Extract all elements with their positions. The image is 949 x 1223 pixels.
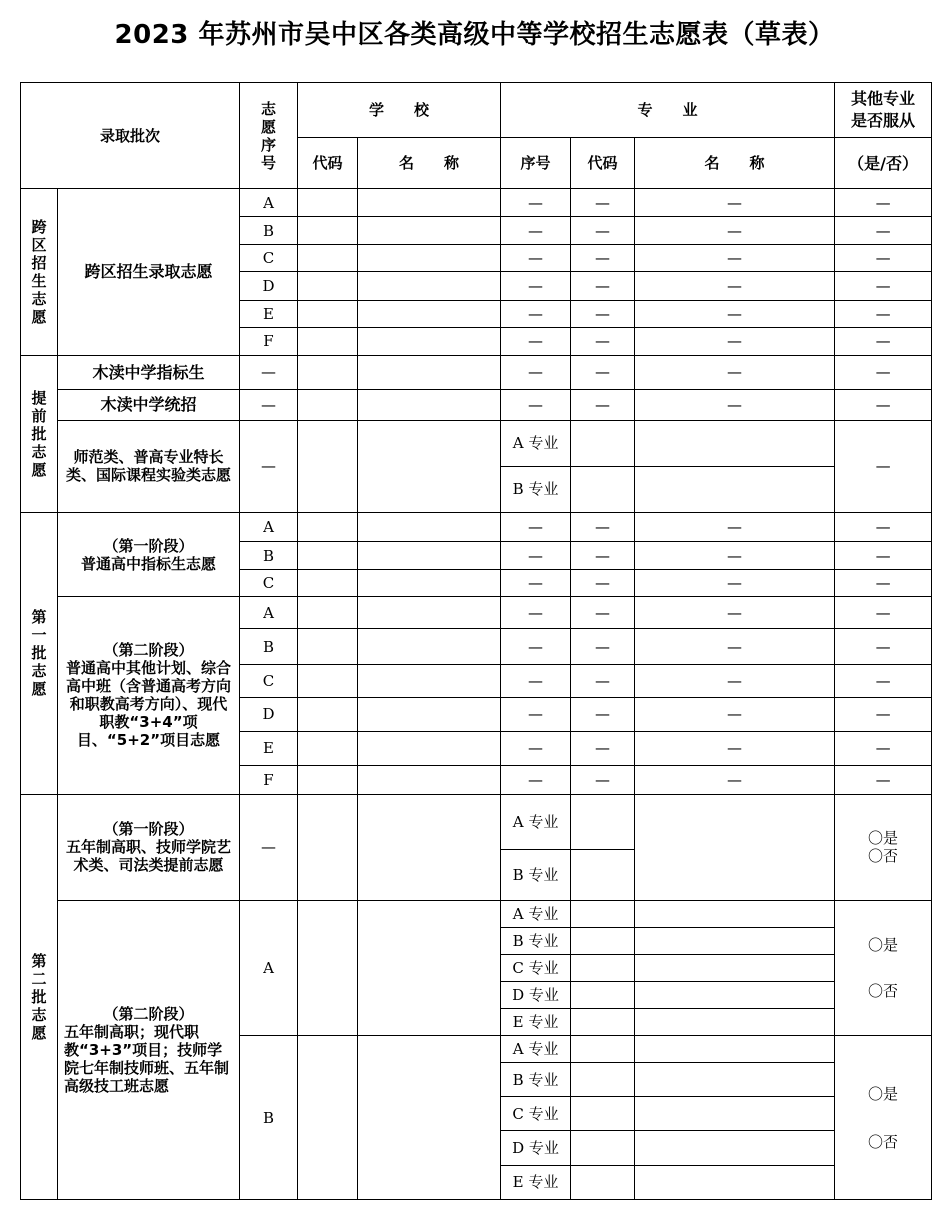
major-name-cell[interactable]: [635, 1063, 835, 1097]
dash-cell: —: [501, 389, 571, 420]
school-code-cell[interactable]: [298, 542, 358, 570]
school-code-cell[interactable]: [298, 420, 358, 512]
order-cell: B: [240, 542, 298, 570]
dash-cell: —: [835, 765, 932, 794]
dash-cell: —: [635, 189, 835, 217]
dash-cell: —: [501, 570, 571, 597]
dash-cell: —: [635, 731, 835, 765]
major-name-cell[interactable]: [635, 1097, 835, 1131]
major-seq-cell: A 专业: [501, 420, 571, 466]
school-name-cell[interactable]: [358, 731, 501, 765]
school-name-cell[interactable]: [358, 327, 501, 355]
dash-cell: —: [571, 272, 635, 300]
school-code-cell[interactable]: [298, 327, 358, 355]
dash-cell: —: [501, 629, 571, 665]
school-code-cell[interactable]: [298, 272, 358, 300]
school-code-cell[interactable]: [298, 629, 358, 665]
dash-cell: —: [635, 665, 835, 698]
school-code-cell[interactable]: [298, 245, 358, 272]
dash-cell: —: [835, 597, 932, 629]
major-code-cell[interactable]: [571, 928, 635, 955]
order-cell: A: [240, 189, 298, 217]
dash-cell: —: [240, 420, 298, 512]
dash-cell: —: [835, 189, 932, 217]
order-cell: B: [240, 1036, 298, 1200]
major-code-cell[interactable]: [571, 982, 635, 1009]
dash-cell: —: [635, 355, 835, 389]
major-seq-cell: B 专业: [501, 849, 571, 900]
dash-cell: —: [635, 389, 835, 420]
major-seq-cell: E 专业: [501, 1009, 571, 1036]
order-cell: C: [240, 570, 298, 597]
dash-cell: —: [501, 513, 571, 542]
dash-cell: —: [571, 355, 635, 389]
order-cell: A: [240, 513, 298, 542]
school-name-cell[interactable]: [358, 513, 501, 542]
dash-cell: —: [571, 513, 635, 542]
dash-cell: —: [571, 217, 635, 245]
dash-cell: —: [571, 765, 635, 794]
major-code-cell[interactable]: [571, 1131, 635, 1165]
dash-cell: —: [501, 189, 571, 217]
second-stage1-desc: （第一阶段） 五年制高职、技师学院艺术类、司法类提前志愿: [58, 794, 240, 900]
school-name-cell[interactable]: [358, 698, 501, 731]
major-code-cell[interactable]: [571, 1063, 635, 1097]
school-code-cell[interactable]: [298, 355, 358, 389]
dash-cell: —: [835, 629, 932, 665]
school-code-cell[interactable]: [298, 1036, 358, 1200]
early-item-3: 师范类、普高专业特长类、国际课程实验类志愿: [58, 420, 240, 512]
cross-desc: 跨区招生录取志愿: [58, 189, 240, 355]
dash-cell: —: [635, 245, 835, 272]
major-code-cell[interactable]: [571, 1165, 635, 1199]
yes-radio[interactable]: 〇是: [868, 936, 899, 955]
major-code-cell[interactable]: [571, 955, 635, 982]
no-radio[interactable]: 〇否: [868, 1132, 899, 1151]
major-seq-cell: A 专业: [501, 1036, 571, 1063]
order-cell: A: [240, 900, 298, 1035]
major-code-cell[interactable]: [571, 1036, 635, 1063]
section-second-label: 第 二 批 志 愿: [21, 794, 58, 1199]
order-cell: B: [240, 217, 298, 245]
school-code-cell[interactable]: [298, 665, 358, 698]
major-code-cell[interactable]: [571, 1097, 635, 1131]
school-name-cell[interactable]: [358, 542, 501, 570]
dash-cell: —: [501, 542, 571, 570]
dash-cell: —: [571, 189, 635, 217]
order-cell: E: [240, 731, 298, 765]
dash-cell: —: [835, 300, 932, 327]
dash-cell: —: [571, 665, 635, 698]
dash-cell: —: [635, 629, 835, 665]
major-name-cell[interactable]: [635, 420, 835, 466]
dash-cell: —: [635, 272, 835, 300]
dash-cell: —: [571, 327, 635, 355]
section-first-label: 第 一 批 志 愿: [21, 513, 58, 795]
dash-cell: —: [501, 300, 571, 327]
order-cell: B: [240, 629, 298, 665]
major-name-cell[interactable]: [635, 1036, 835, 1063]
header-major-name: 名 称: [635, 138, 835, 189]
header-major: 专 业: [501, 83, 835, 138]
school-name-cell[interactable]: [358, 794, 501, 900]
first-stage1-desc: （第一阶段） 普通高中指标生志愿: [58, 513, 240, 597]
dash-cell: —: [501, 597, 571, 629]
yes-radio[interactable]: 〇是: [868, 829, 899, 848]
school-name-cell[interactable]: [358, 900, 501, 1035]
school-name-cell[interactable]: [358, 420, 501, 512]
order-cell: C: [240, 665, 298, 698]
school-code-cell[interactable]: [298, 389, 358, 420]
school-code-cell[interactable]: [298, 765, 358, 794]
no-radio[interactable]: 〇否: [868, 982, 899, 1001]
dash-cell: —: [571, 542, 635, 570]
school-name-cell[interactable]: [358, 217, 501, 245]
application-form-table: [20, 82, 932, 1200]
header-school-name: 名 称: [358, 138, 501, 189]
major-code-cell[interactable]: [571, 1009, 635, 1036]
major-name-cell[interactable]: [635, 466, 835, 512]
order-cell: E: [240, 300, 298, 327]
section-early-label: 提 前 批 志 愿: [21, 355, 58, 512]
header-order: 志 愿 序 号: [240, 83, 298, 189]
dash-cell: —: [835, 420, 932, 512]
major-seq-cell: D 专业: [501, 982, 571, 1009]
no-radio[interactable]: 〇否: [868, 847, 899, 866]
school-code-cell[interactable]: [298, 731, 358, 765]
dash-cell: —: [571, 245, 635, 272]
dash-cell: —: [571, 570, 635, 597]
section-cross-label: 跨 区 招 生 志 愿: [21, 189, 58, 355]
dash-cell: —: [240, 355, 298, 389]
school-code-cell[interactable]: [298, 794, 358, 900]
dash-cell: —: [635, 698, 835, 731]
major-name-cell[interactable]: [635, 928, 835, 955]
dash-cell: —: [571, 698, 635, 731]
major-name-cell[interactable]: [635, 1009, 835, 1036]
major-seq-cell: C 专业: [501, 1097, 571, 1131]
major-seq-cell: B 专业: [501, 928, 571, 955]
order-cell: F: [240, 327, 298, 355]
dash-cell: —: [635, 217, 835, 245]
school-code-cell[interactable]: [298, 189, 358, 217]
yes-radio[interactable]: 〇是: [868, 1084, 899, 1103]
dash-cell: —: [835, 570, 932, 597]
school-name-cell[interactable]: [358, 1036, 501, 1200]
major-seq-cell: D 专业: [501, 1131, 571, 1165]
major-name-cell[interactable]: [635, 982, 835, 1009]
header-major-code: 代码: [571, 138, 635, 189]
dash-cell: —: [571, 300, 635, 327]
dash-cell: —: [635, 327, 835, 355]
major-name-cell[interactable]: [635, 955, 835, 982]
major-seq-cell: B 专业: [501, 466, 571, 512]
order-cell: D: [240, 698, 298, 731]
school-code-cell[interactable]: [298, 698, 358, 731]
dash-cell: —: [571, 629, 635, 665]
dash-cell: —: [501, 245, 571, 272]
major-code-cell[interactable]: [571, 420, 635, 466]
early-item-2: 木渎中学统招: [58, 389, 240, 420]
school-name-cell[interactable]: [358, 272, 501, 300]
order-cell: D: [240, 272, 298, 300]
dash-cell: —: [635, 542, 835, 570]
school-code-cell[interactable]: [298, 217, 358, 245]
school-code-cell[interactable]: [298, 570, 358, 597]
school-name-cell[interactable]: [358, 597, 501, 629]
major-code-cell[interactable]: [571, 900, 635, 927]
dash-cell: —: [240, 794, 298, 900]
header-major-seq: 序号: [501, 138, 571, 189]
dash-cell: —: [835, 665, 932, 698]
obey-choice[interactable]: [835, 900, 932, 1035]
header-batch: 录取批次: [21, 83, 240, 189]
school-name-cell[interactable]: [358, 389, 501, 420]
dash-cell: —: [571, 597, 635, 629]
major-name-cell[interactable]: [635, 1131, 835, 1165]
order-cell: F: [240, 765, 298, 794]
obey-choice[interactable]: [835, 1036, 932, 1200]
first-stage2-desc: （第二阶段） 普通高中其他计划、综合高中班（含普通高考方向和职教高考方向）、现代职教“3+4”项目、“5+2”项目志愿: [58, 597, 240, 794]
header-other: 其他专业 是否服从: [835, 83, 932, 138]
dash-cell: —: [635, 765, 835, 794]
dash-cell: —: [501, 272, 571, 300]
major-seq-cell: C 专业: [501, 955, 571, 982]
dash-cell: —: [501, 217, 571, 245]
dash-cell: —: [835, 731, 932, 765]
dash-cell: —: [635, 300, 835, 327]
major-code-cell[interactable]: [571, 794, 635, 849]
dash-cell: —: [635, 570, 835, 597]
school-name-cell[interactable]: [358, 189, 501, 217]
major-code-cell[interactable]: [571, 466, 635, 512]
dash-cell: —: [501, 665, 571, 698]
school-name-cell[interactable]: [358, 300, 501, 327]
page-title: 2023 年苏州市吴中区各类高级中等学校招生志愿表（草表）: [114, 20, 835, 50]
dash-cell: —: [635, 597, 835, 629]
school-name-cell[interactable]: [358, 245, 501, 272]
major-seq-cell: A 专业: [501, 794, 571, 849]
school-code-cell[interactable]: [298, 900, 358, 1035]
dash-cell: —: [571, 389, 635, 420]
dash-cell: —: [501, 731, 571, 765]
order-cell: C: [240, 245, 298, 272]
dash-cell: —: [835, 513, 932, 542]
school-code-cell[interactable]: [298, 597, 358, 629]
dash-cell: —: [501, 327, 571, 355]
obey-choice[interactable]: [835, 794, 932, 900]
school-name-cell[interactable]: [358, 665, 501, 698]
dash-cell: —: [835, 272, 932, 300]
early-item-1: 木渎中学指标生: [58, 355, 240, 389]
dash-cell: —: [835, 355, 932, 389]
dash-cell: —: [240, 389, 298, 420]
dash-cell: —: [835, 389, 932, 420]
header-school-code: 代码: [298, 138, 358, 189]
dash-cell: —: [835, 217, 932, 245]
dash-cell: —: [635, 513, 835, 542]
dash-cell: —: [835, 245, 932, 272]
dash-cell: —: [835, 327, 932, 355]
header-school: 学 校: [298, 83, 501, 138]
dash-cell: —: [835, 542, 932, 570]
dash-cell: —: [501, 698, 571, 731]
major-name-cell[interactable]: [635, 794, 835, 900]
dash-cell: —: [501, 765, 571, 794]
school-code-cell[interactable]: [298, 300, 358, 327]
major-name-cell[interactable]: [635, 1165, 835, 1199]
dash-cell: —: [571, 731, 635, 765]
major-seq-cell: B 专业: [501, 1063, 571, 1097]
school-code-cell[interactable]: [298, 513, 358, 542]
dash-cell: —: [501, 355, 571, 389]
school-name-cell[interactable]: [358, 765, 501, 794]
major-seq-cell: A 专业: [501, 900, 571, 927]
second-stage2-desc: （第二阶段） 五年制高职；现代职教“3+3”项目；技师学院七年制技师班、五年制高级技工班志愿: [58, 900, 240, 1199]
dash-cell: —: [835, 698, 932, 731]
school-name-cell[interactable]: [358, 570, 501, 597]
major-code-cell[interactable]: [571, 849, 635, 900]
major-name-cell[interactable]: [635, 900, 835, 927]
school-name-cell[interactable]: [358, 355, 501, 389]
header-yesno: （是/否）: [835, 138, 932, 189]
school-name-cell[interactable]: [358, 629, 501, 665]
major-seq-cell: E 专业: [501, 1165, 571, 1199]
order-cell: A: [240, 597, 298, 629]
